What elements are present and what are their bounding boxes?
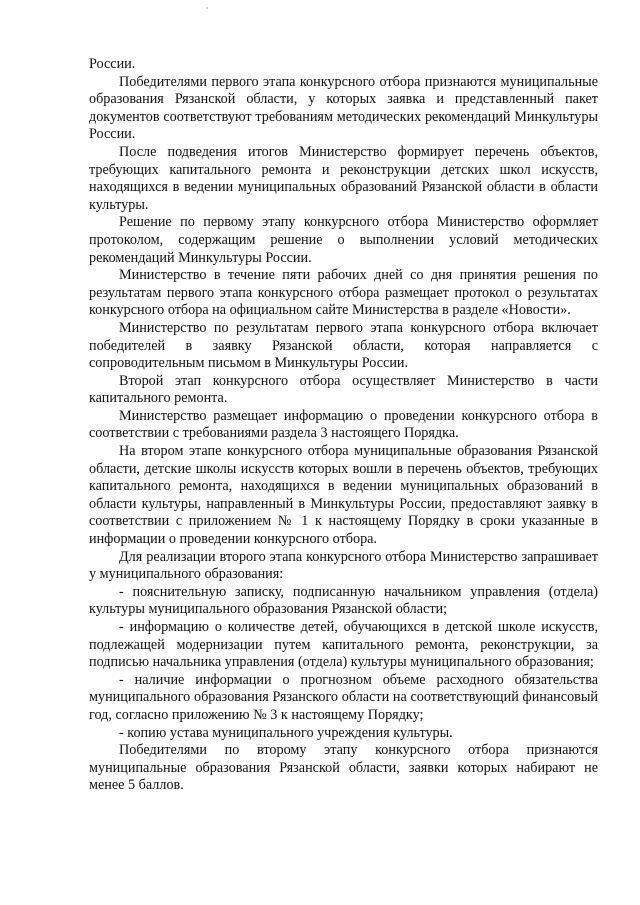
paragraph: Министерство по результатам первого этапа конкурсного отбора включает победителей в заявку Рязанской области, которая направляется с сопроводительным письмом в Минкультуры России.	[89, 319, 598, 372]
paragraph: На втором этапе конкурсного отбора муниципальные образования Рязанской области, детские школы искусств которых вошли в перечень объектов, требующих капитального ремонта, находящихся в ведении муниципальных образований в области культуры, направленный в Минкультуры России, предоставляют заявку в соответствии с приложением № 1 к настоящему Порядку в сроки указанные в информации о проведении конкурсного отбора.	[89, 443, 598, 548]
paragraph: России.	[89, 56, 136, 72]
paragraph: Решение по первому этапу конкурсного отбора Министерство оформляет протоколом, содержащим решение о выполнении условий методических рекомендаций Минкультуры России.	[89, 214, 598, 266]
document-body	[89, 56, 598, 795]
paragraph: Победителями по второму этапу конкурсного отбора признаются муниципальные образования Рязанской области, заявки которых набирают не менее 5 баллов.	[89, 742, 598, 794]
paragraph: Министерство в течение пяти рабочих дней со дня принятия решения по результатам первого этапа конкурсного отбора размещает протокол о результатах конкурсного отбора на официальном сайте Министерства в разделе «Новости».	[89, 267, 598, 319]
list-item: - информацию о количестве детей, обучающихся в детской школе искусств, подлежащей модернизации путем капитального ремонта, реконструкции, за подписью начальника управления (отдела) культуры муниципального образования;	[89, 619, 598, 671]
list-item: - копию устава муниципального учреждения культуры.	[119, 724, 453, 741]
paragraph: Для реализации второго этапа конкурсного отбора Министерство запрашивает у муниципального образования:	[89, 548, 598, 583]
paragraph: Второй этап конкурсного отбора осуществляет Министерство в части капитального ремонта.	[89, 372, 598, 407]
paragraph: Победителями первого этапа конкурсного отбора признаются муниципальные образования Рязанской области, у которых заявка и представленный пакет документов соответствуют требованиям методических рекомендаций Минкультуры России.	[89, 73, 598, 143]
scan-speck	[206, 7, 208, 9]
paragraph: Министерство размещает информацию о проведении конкурсного отбора в соответствии с требованиями раздела 3 настоящего Порядка.	[89, 407, 598, 442]
paragraph: После подведения итогов Министерство формирует перечень объектов, требующих капитального ремонта и реконструкции детских школ искусств, находящихся в ведении муниципальных образований Рязанской области в области культуры.	[89, 143, 598, 213]
list-item: - наличие информации о прогнозном объеме расходного обязательства муниципального образования Рязанского области на соответствующий финансовый год, согласно приложению № 3 к настоящему Порядку;	[89, 671, 598, 723]
list-item: - пояснительную записку, подписанную начальником управления (отдела) культуры муниципального образования Рязанской области;	[89, 583, 598, 618]
